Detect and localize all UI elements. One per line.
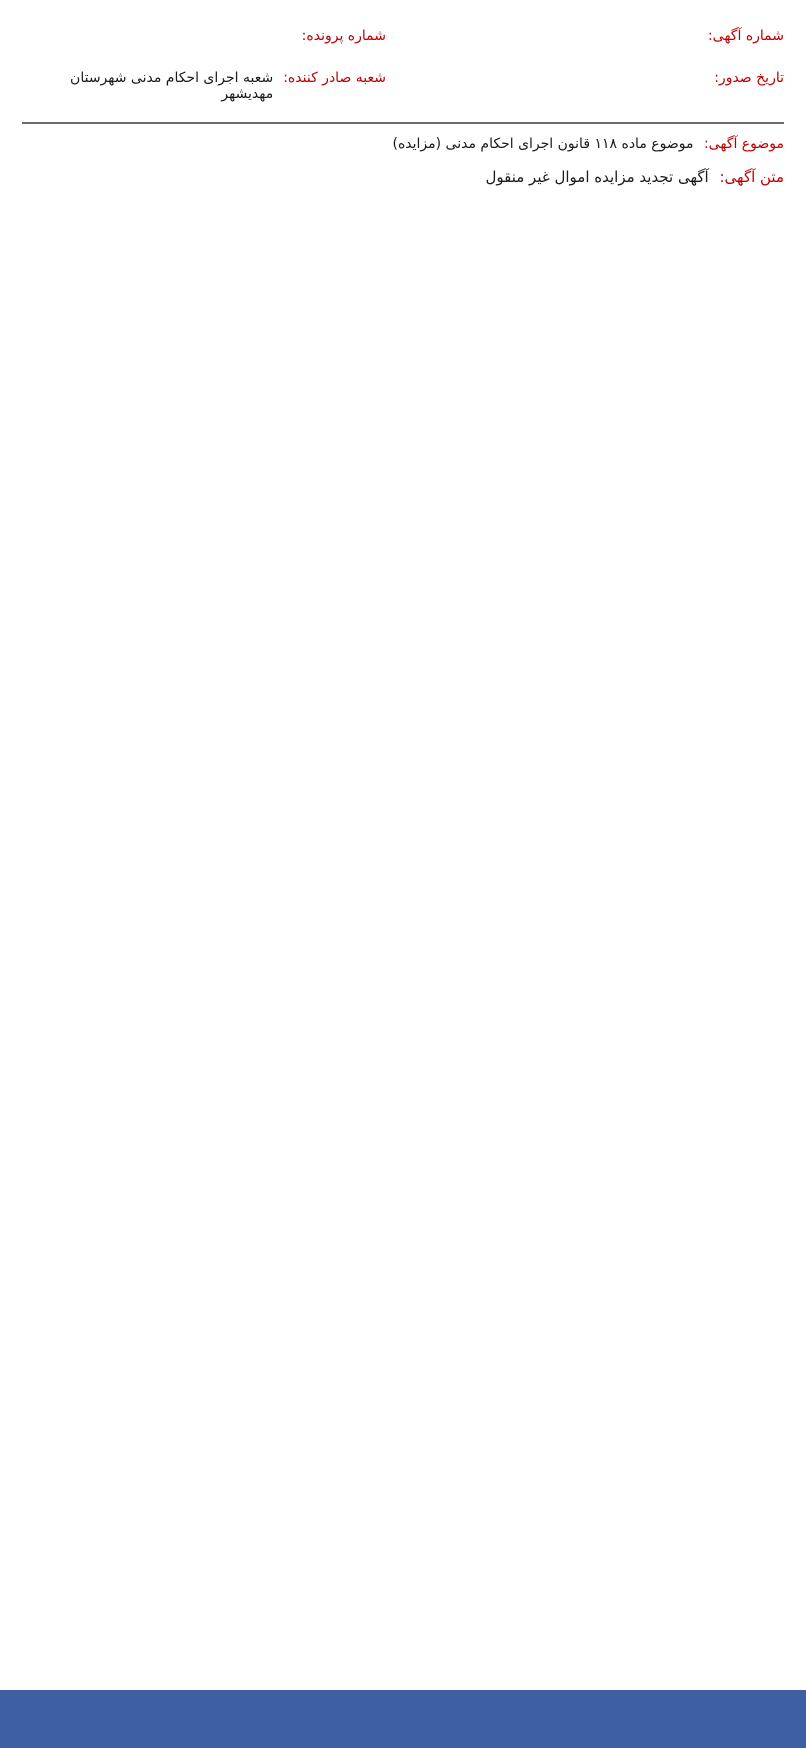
notice-paragraph-7 [22,436,784,464]
issuer-label: شعبه صادر کننده: [283,70,386,86]
issuer-row [22,70,386,102]
notice-number-label: شماره آگهی: [707,28,784,44]
issue-date-row [420,70,784,102]
notice-title-text: آگهی تجدید مزایده اموال غیر منقول [485,168,709,186]
notice-metadata [22,28,784,102]
notice-subject-label: موضوع آگهی: [703,136,784,152]
notice-title [22,168,784,186]
notice-paragraph-5 [22,356,784,384]
file-number-row [22,28,386,44]
notice-number-row [420,28,784,44]
notice-paragraph-9 [22,516,784,544]
notice-paragraph-6 [22,396,784,424]
header-divider [22,122,784,124]
notice-paragraph-3 [22,276,784,304]
notice-subject-text: موضوع ماده ۱۱۸ قانون اجرای احکام مدنی (مزایده) [392,136,694,152]
file-number-label: شماره پرونده: [301,28,386,44]
notice-subject [22,136,784,152]
notice-body [22,196,784,584]
notice-paragraph-10 [22,556,784,584]
notice-paragraph-2 [22,236,784,264]
notice-title-label: متن آگهی: [719,168,784,186]
notice-paragraph-8 [22,476,784,504]
issuer: شعبه اجرای احکام مدنی شهرستان مهدیشهر [70,70,274,102]
notice-paragraph-4 [22,316,784,344]
notice-paragraph-1 [22,196,784,224]
footer-bar [0,1690,806,1748]
issue-date-label: تاریخ صدور: [714,70,784,86]
